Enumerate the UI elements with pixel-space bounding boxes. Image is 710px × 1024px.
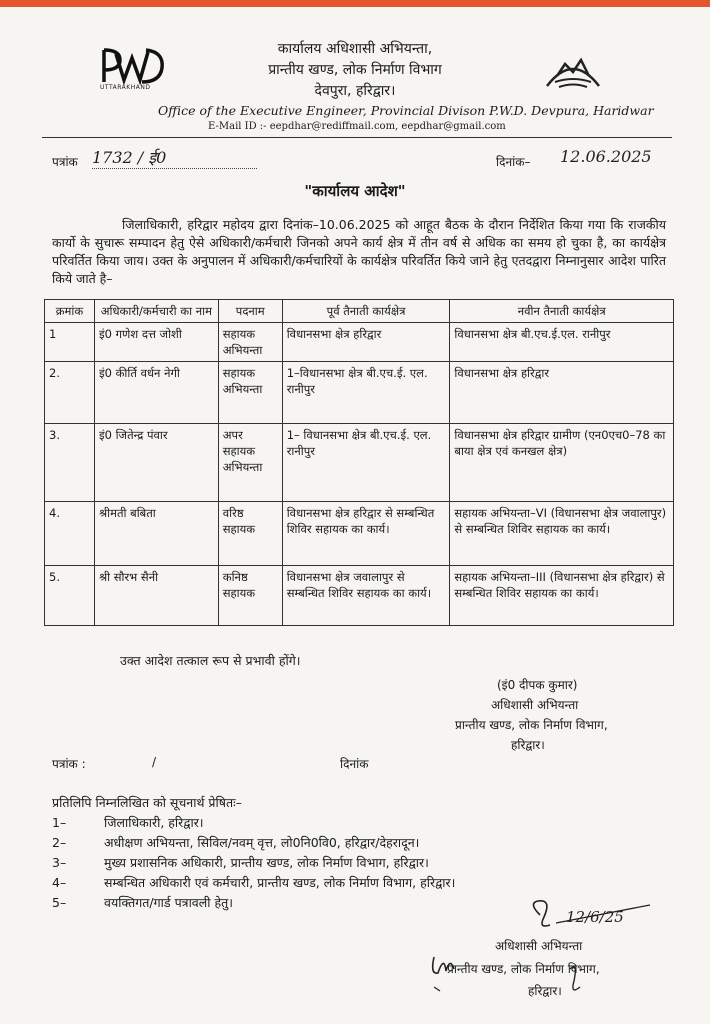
cell-previous-posting: 1– विधानसभा क्षेत्र बी.एच.ई. एल. रानीपुर bbox=[282, 424, 450, 502]
order-body-paragraph bbox=[52, 216, 666, 288]
state-emblem bbox=[543, 46, 603, 92]
order-body-text: जिलाधिकारी, हरिद्वार महोदय द्वारा दिनांक–10.06.2025 को आहूत बैठक के दौरान निर्देशित किया गया कि राजकीय कार्यो के सुचारू सम्पादन हेतु ऐसे अधिकारी/कर्मचारी जिनको अपने कार्य क्षेत्र में तीन वर्ष से अधिक का समय हो चुका है, का कार्यक्षेत्र परिवर्तित किया जाय। उक्त के अनुपालन में अधिकारी/कर्मचारियों के कार्यक्षेत्र परिवर्तित किये जाने हेतु एतदद्वारा निम्नानुसार आदेश पारित किये जाते है– bbox=[52, 217, 666, 286]
cell-designation: कनिष्ठ सहायक bbox=[218, 566, 282, 626]
cell-designation: सहायक अभियन्ता bbox=[218, 362, 282, 424]
signatory-office: प्रान्तीय खण्ड, लोक निर्माण विभाग, bbox=[455, 718, 608, 732]
col-header-name: अधिकारी/कर्मचारी का नाम bbox=[94, 300, 218, 323]
signatory-place: हरिद्वार। bbox=[511, 738, 545, 752]
table-row bbox=[45, 362, 674, 424]
order-title: "कार्यालय आदेश" bbox=[304, 182, 406, 200]
cell-new-posting: विधानसभा क्षेत्र हरिद्वार ग्रामीण (एन0एच0–78 का बाया क्षेत्र एवं कनखल क्षेत्र) bbox=[450, 424, 674, 502]
col-header-serial: क्रमांक bbox=[45, 300, 95, 323]
cell-name: श्री सौरभ सैनी bbox=[94, 566, 218, 626]
signatory2-designation: अधिशासी अभियन्ता bbox=[495, 939, 583, 953]
table-row bbox=[45, 424, 674, 502]
header-office-line3: देवपुरा, हरिद्वार। bbox=[314, 83, 396, 99]
ref-label: पत्रांक bbox=[52, 155, 78, 169]
cell-name: इं0 गणेश दत्त जोशी bbox=[94, 323, 218, 362]
signatory-name: (इं0 दीपक कुमार) bbox=[497, 678, 578, 692]
signatory2-office: प्रान्तीय खण्ड, लोक निर्माण विभाग, bbox=[447, 962, 600, 976]
handwritten-date: 12/6/25 bbox=[566, 908, 624, 926]
ref-date-label: दिनांक– bbox=[496, 155, 531, 169]
cell-name: श्रीमती बबिता bbox=[94, 502, 218, 566]
cell-previous-posting: विधानसभा क्षेत्र हरिद्वार से सम्बन्धित शिविर सहायक का कार्य। bbox=[282, 502, 450, 566]
col-header-previous-posting: पूर्व तैनाती कार्यक्षेत्र bbox=[282, 300, 450, 323]
header-email: E-Mail ID :- eepdhar@rediffmail.com, eepdhar@gmail.com bbox=[208, 121, 506, 132]
cell-previous-posting: 1–विधानसभा क्षेत्र बी.एच.ई. एल. रानीपुर bbox=[282, 362, 450, 424]
ref-date-value: 12.06.2025 bbox=[560, 147, 652, 166]
table-row bbox=[45, 502, 674, 566]
list-item: 4– सम्बन्धित अधिकारी एवं कर्मचारी, प्रान्तीय खण्ड, लोक निर्माण विभाग, हरिद्वार। bbox=[52, 875, 456, 890]
table-header-row bbox=[45, 300, 674, 323]
cell-previous-posting: विधानसभा क्षेत्र जवालापुर से सम्बन्धित शिविर सहायक का कार्य। bbox=[282, 566, 450, 626]
cell-designation: अपर सहायक अभियन्ता bbox=[218, 424, 282, 502]
cell-serial: 5. bbox=[45, 566, 95, 626]
copy-intro: प्रतिलिपि निम्नलिखित को सूचनार्थ प्रेषितः– bbox=[52, 795, 242, 810]
list-item: 1– जिलाधिकारी, हरिद्वार। bbox=[52, 815, 204, 830]
list-item: 2– अधीक्षण अभियन्ता, सिविल/नवम् वृत्त, लो0नि0वि0, हरिद्वार/देहरादून। bbox=[52, 835, 420, 850]
col-header-designation: पदनाम bbox=[218, 300, 282, 323]
cell-new-posting: सहायक अभियन्ता–VI (विधानसभा क्षेत्र जवालापुर) से सम्बन्धित शिविर सहायक का कार्य। bbox=[450, 502, 674, 566]
cell-serial: 1 bbox=[45, 323, 95, 362]
cell-serial: 2. bbox=[45, 362, 95, 424]
ref2-slash: / bbox=[152, 755, 157, 769]
signatory-designation: अधिशासी अभियन्ता bbox=[491, 698, 579, 712]
cell-name: इं0 कीर्ति वर्धन नेगी bbox=[94, 362, 218, 424]
signatory2-place: हरिद्वार। bbox=[528, 984, 562, 998]
cell-previous-posting: विधानसभा क्षेत्र हरिद्वार bbox=[282, 323, 450, 362]
cell-serial: 3. bbox=[45, 424, 95, 502]
cell-new-posting: विधानसभा क्षेत्र हरिद्वार bbox=[450, 362, 674, 424]
cell-new-posting: सहायक अभियन्ता–III (विधानसभा क्षेत्र हरिद्वार) से सम्बन्धित शिविर सहायक का कार्य। bbox=[450, 566, 674, 626]
header-divider bbox=[42, 137, 672, 138]
list-item: 3– मुख्य प्रशासनिक अधिकारी, प्रान्तीय खण्ड, लोक निर्माण विभाग, हरिद्वार। bbox=[52, 855, 429, 870]
transfer-table bbox=[44, 299, 674, 626]
cell-new-posting: विधानसभा क्षेत्र बी.एच.ई.एल. रानीपुर bbox=[450, 323, 674, 362]
table-row bbox=[45, 566, 674, 626]
ref-number: 1732 / ई0 bbox=[92, 148, 167, 167]
col-header-new-posting: नवीन तैनाती कार्यक्षेत्र bbox=[450, 300, 674, 323]
table-row bbox=[45, 323, 674, 362]
cell-serial: 4. bbox=[45, 502, 95, 566]
ref2-date-label: दिनांक bbox=[340, 757, 369, 771]
mountain-emblem-icon bbox=[543, 46, 603, 92]
pwd-logo bbox=[98, 44, 168, 94]
header-office-english: Office of the Executive Engineer, Provincial Divison P.W.D. Devpura, Haridwar bbox=[158, 103, 654, 118]
logo-subtitle: UTTARAKHAND bbox=[100, 84, 151, 91]
ref2-label: पत्रांक : bbox=[52, 757, 86, 771]
effect-note: उक्त आदेश तत्काल रूप से प्रभावी होंगे। bbox=[120, 653, 301, 668]
cell-name: इं0 जितेन्द्र पंवार bbox=[94, 424, 218, 502]
ref-dotted-line bbox=[92, 168, 257, 169]
header-office-line1: कार्यालय अधिशासी अभियन्ता, bbox=[277, 41, 433, 57]
cell-designation: सहायक अभियन्ता bbox=[218, 323, 282, 362]
header-office-line2: प्रान्तीय खण्ड, लोक निर्माण विभाग bbox=[268, 62, 442, 78]
top-accent-bar bbox=[0, 0, 710, 7]
list-item: 5– वयक्तिगत/गार्ड पत्रावली हेतु। bbox=[52, 895, 233, 910]
cell-designation: वरिष्ठ सहायक bbox=[218, 502, 282, 566]
